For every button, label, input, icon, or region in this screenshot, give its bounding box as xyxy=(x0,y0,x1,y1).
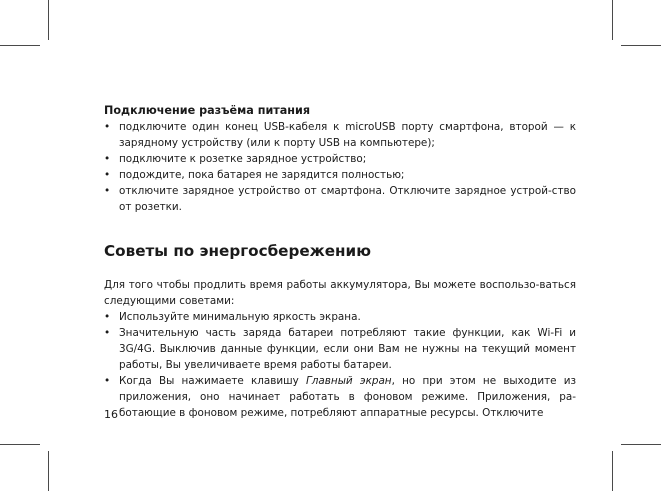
page-content xyxy=(104,103,576,421)
list-item: • подождите, пока батарея не зарядится полностью; xyxy=(104,169,405,181)
bullet-icon: • xyxy=(104,121,111,133)
bullet-icon: • xyxy=(104,375,111,387)
energy-saving-intro: Для того чтобы продлить время работы аккумулятора, Вы можете воспользо-ваться следующими советами: xyxy=(104,279,576,307)
energy-saving-heading: Советы по энергосбережению xyxy=(104,242,371,260)
bullet-icon: • xyxy=(104,327,111,339)
list-item: • Значительную часть заряда батареи потребляют такие функции, как Wi-Fi и 3G/4G. Выключив данные функции, если они Вам не нужны на текущий момент работы, Вы увеличиваете время работы батареи. xyxy=(104,327,576,371)
crop-mark-bottom-right-horizontal xyxy=(621,444,661,445)
bullet-icon: • xyxy=(104,153,111,165)
page-number: 16 xyxy=(104,408,118,421)
crop-mark-top-left-vertical xyxy=(48,0,49,40)
crop-mark-top-right-vertical xyxy=(612,0,613,40)
bullet-icon: • xyxy=(104,169,111,181)
crop-mark-top-right-horizontal xyxy=(621,45,661,46)
bullet-icon: • xyxy=(104,311,111,323)
power-connector-heading: Подключение разъёма питания xyxy=(104,104,311,117)
list-item: • Когда Вы нажимаете клавишу Главный экран, но при этом не выходите из приложения, оно начинает работать в фоновом режиме. Приложения, ра-ботающие в фоновом режиме, потребляют аппаратные ресурсы. Отключите xyxy=(104,375,576,419)
list-item: • подключите один конец USB-кабеля к microUSB порту смартфона, второй — к зарядному устройству (или к порту USB на компьютере); xyxy=(104,121,576,149)
list-item: • отключите зарядное устройство от смартфона. Отключите зарядное устрой-ство от розетки. xyxy=(104,185,576,213)
crop-mark-bottom-left-vertical xyxy=(48,451,49,491)
charging-steps-list xyxy=(104,119,576,215)
crop-mark-bottom-left-horizontal xyxy=(0,444,40,445)
bullet-icon: • xyxy=(104,185,111,197)
energy-tips-list xyxy=(104,309,576,421)
list-item: • подключите к розетке зарядное устройство; xyxy=(104,153,367,165)
crop-mark-bottom-right-vertical xyxy=(612,451,613,491)
home-screen-key-label: Главный экран xyxy=(306,375,392,387)
list-item: • Используйте минимальную яркость экрана. xyxy=(104,311,361,323)
crop-mark-top-left-horizontal xyxy=(0,45,40,46)
